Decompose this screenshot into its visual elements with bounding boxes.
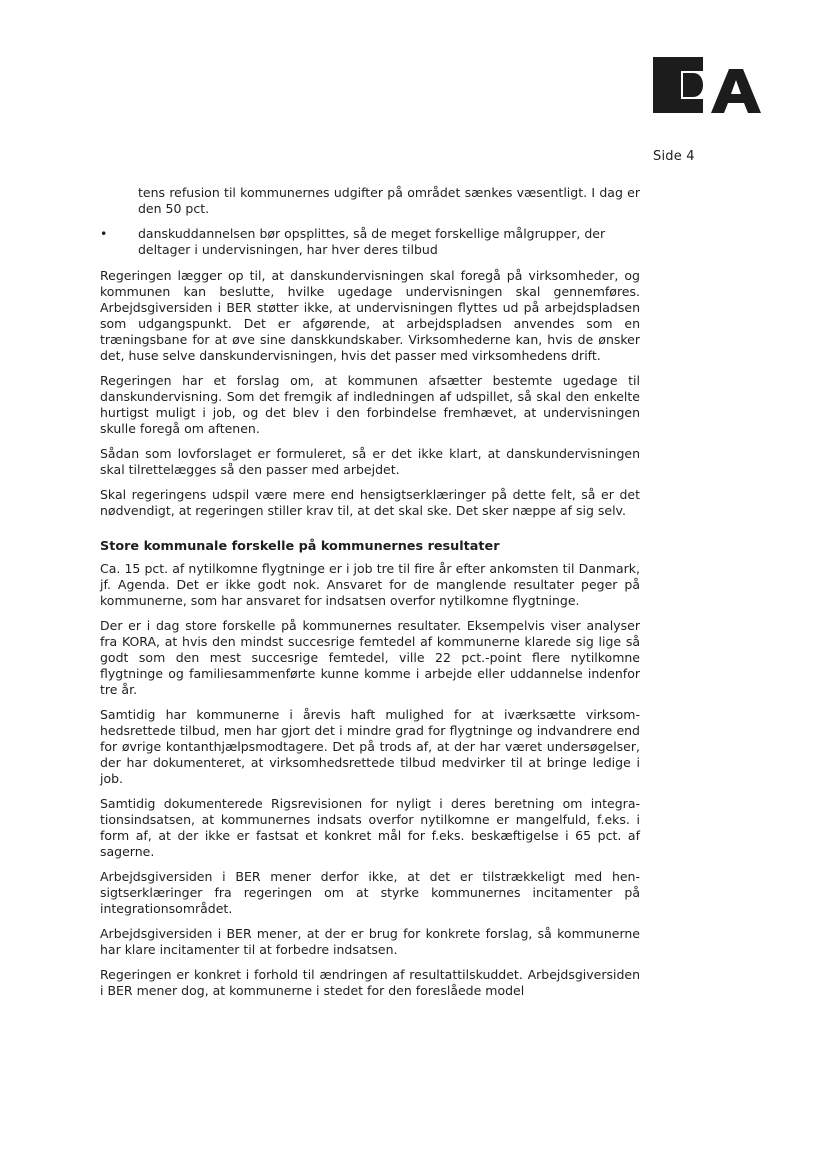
bullet-item	[100, 226, 640, 258]
paragraph: Samtidig har kommunerne i årevis haft mulighed for at iværksætte virksomhedsrettede tilbud, men har gjort det i mindre grad for flygtninge og indvandrere end for øvrige kontanthjælpsmodtagere. Det på trods af, at der har været undersøgelser, der har dokumenteret, at virksomhedsrettede tilbud medvirker til at bringe ledige i job.	[100, 707, 640, 786]
bullet-dot-icon: •	[100, 226, 108, 241]
paragraph: Samtidig dokumenterede Rigsrevisionen for nyligt i deres beretning om integrationsindsatsen, at kommunernes indsats overfor nytilkomne er mangelfuld, f.eks. i form af, at der ikke er fastsat et konkret mål for f.eks. beskæftigelse i 65 pct. af sagerne.	[100, 796, 640, 859]
paragraph: Regeringen lægger op til, at danskundervisningen skal foregå på virksomheder, og kommunen kan beslutte, hvilke ugedage undervisningen skal gennemføres. Arbejdsgiversiden i BER støtter ikke, at undervisningen flyttes ud på arbejdspladsen som udgangspunkt. Det er afgørende, at arbejdspladsen anvendes som en træningsbane for at øve sine danskkundskaber. Virksomhederne kan, hvis de ønsker det, huse selve danskundervisningen, hvis det passer med virksomhedens drift.	[100, 268, 640, 363]
paragraph: Regeringen har et forslag om, at kommunen afsætter bestemte ugedage til danskundervisning. Som det fremgik af indledningen af udspillet, så skal den enkelte hurtigst muligt i job, og det blev i den forbindelse fremhævet, at undervisningen skulle foregå om aftenen.	[100, 373, 640, 436]
da-logo-a-shape	[711, 69, 761, 113]
paragraph: Der er i dag store forskelle på kommunernes resultater. Eksempelvis viser analyser fra KORA, at hvis den mindst succesrige femtedel af kommunerne klarede sig lige så godt som den mest succesrige femtedel, ville 22 pct.-point flere nytilkomne flygtninge og familiesammenførte kunne komme i arbejde eller uddannelse indenfor tre år.	[100, 618, 640, 697]
paragraph: Regeringen er konkret i forhold til ændringen af resultattilskuddet. Arbejdsgiversiden i BER mener dog, at kommunerne i stedet for den foreslåede model	[100, 967, 640, 998]
paragraph: Skal regeringens udspil være mere end hensigtserklæringer på dette felt, så er det nødvendigt, at regeringen stiller krav til, at det skal ske. Det sker næppe af sig selv.	[100, 487, 640, 518]
section-heading: Store kommunale forskelle på kommunernes resultater	[100, 539, 500, 554]
document-body	[100, 185, 640, 1008]
da-logo	[653, 57, 763, 113]
paragraph: Sådan som lovforslaget er formuleret, så er det ikke klart, at danskundervisningen skal tilrettelægges så den passer med arbejdet.	[100, 446, 640, 477]
paragraph: Arbejdsgiversiden i BER mener, at der er brug for konkrete forslag, så kommunerne har klare incitamenter til at forbedre indsatsen.	[100, 926, 640, 957]
da-logo-d-bowl	[683, 73, 703, 97]
continuation-text: tens refusion til kommunernes udgifter på området sænkes væsentligt. I dag er den 50 pct.	[138, 185, 640, 216]
bullet-list	[100, 226, 640, 258]
bullet-text: danskuddannelsen bør opsplittes, så de meget forskellige målgrupper, der deltager i undervisningen, har hver deres tilbud	[138, 226, 606, 257]
paragraph: Ca. 15 pct. af nytilkomne flygtninge er i job tre til fire år efter ankomsten til Danmark, jf. Agenda. Det er ikke godt nok. Ansvaret for de manglende resultater peger på kommunerne, som har ansvaret for indsatsen overfor nytilkomne flygtninge.	[100, 561, 640, 608]
page-number: Side 4	[653, 149, 695, 164]
paragraph: Arbejdsgiversiden i BER mener derfor ikke, at det er tilstrækkeligt med hensigtserklæringer fra regeringen om at styrke kommunernes incitamenter på integrationsområdet.	[100, 869, 640, 916]
